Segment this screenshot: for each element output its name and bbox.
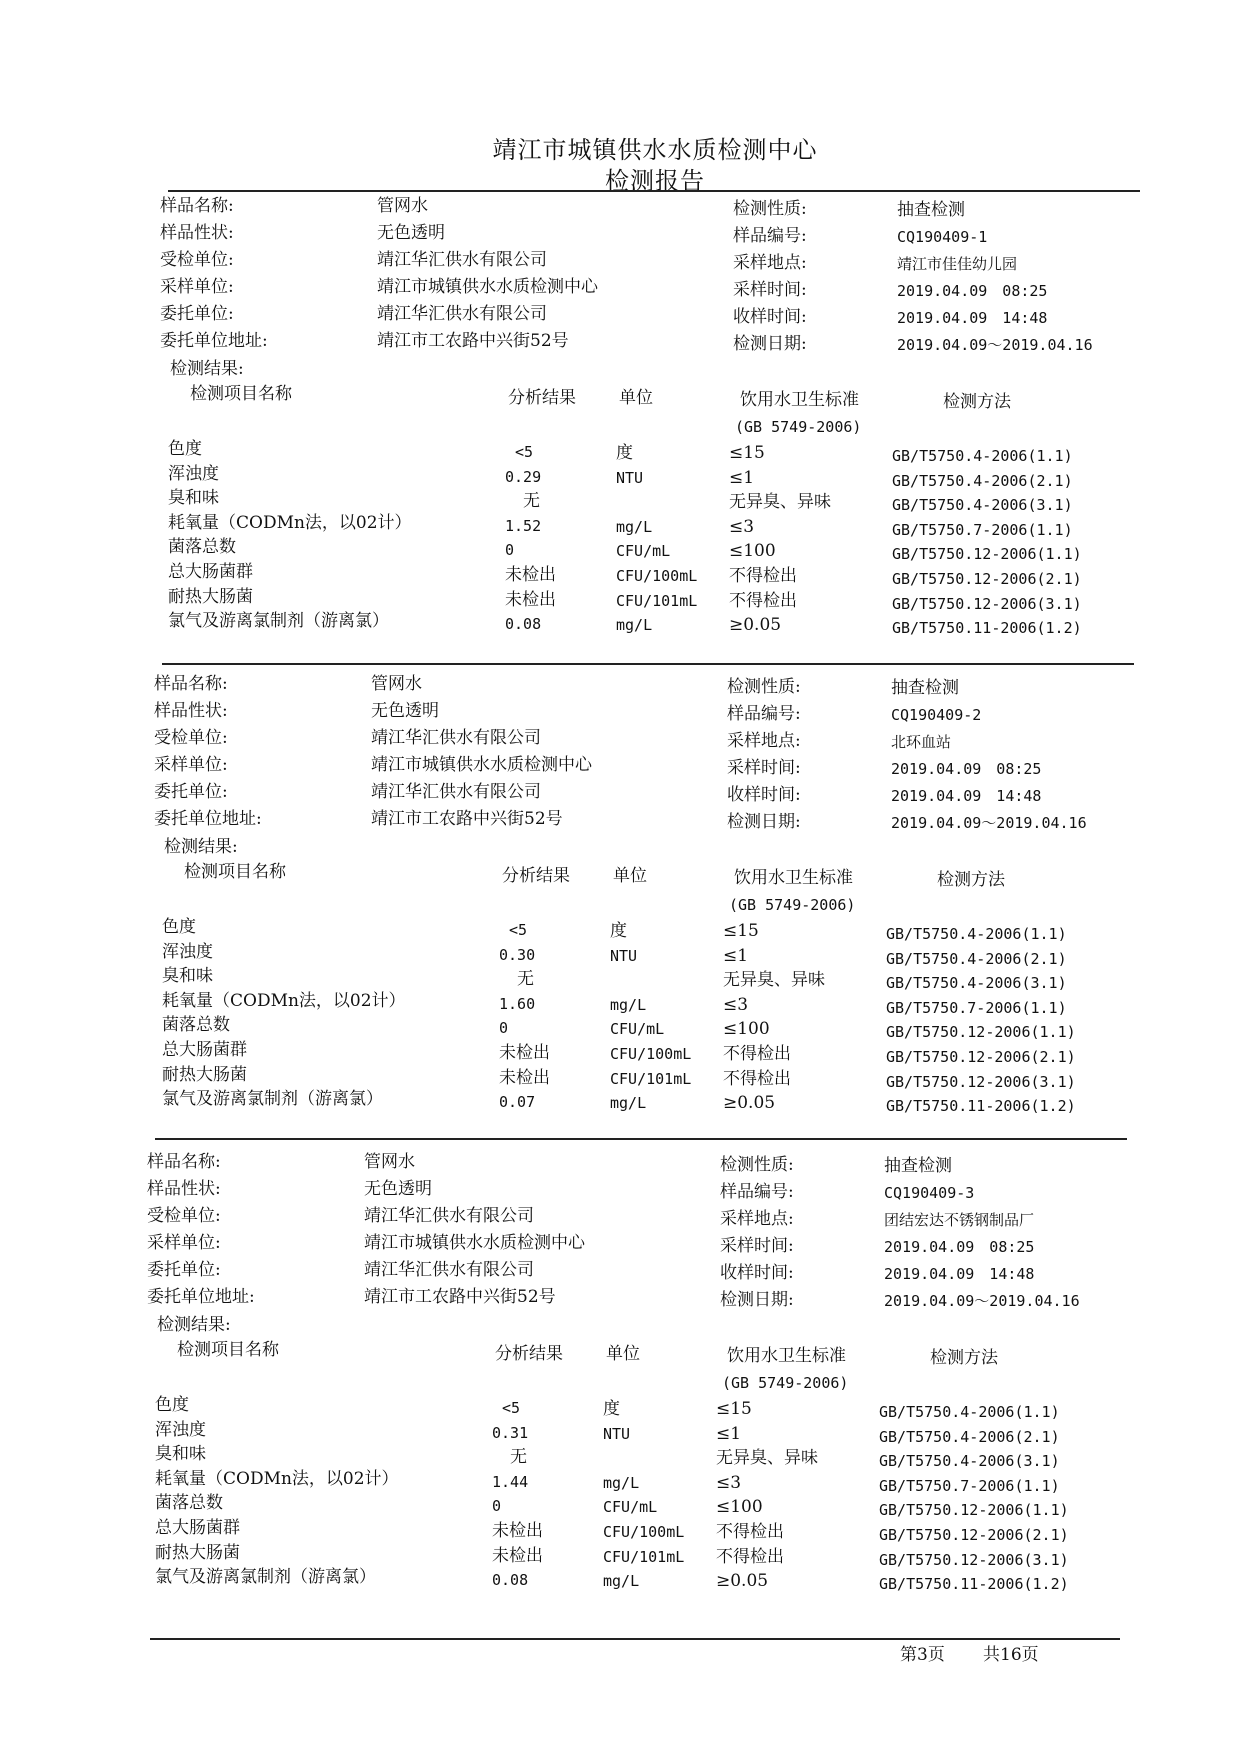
row-result: 0.07 bbox=[499, 1093, 536, 1112]
results-heading: 检测结果: bbox=[164, 837, 238, 857]
field-label-sampling-unit: 采样单位: bbox=[160, 277, 234, 297]
row-unit: NTU bbox=[603, 1424, 631, 1443]
field-label-sampling-time: 采样时间: bbox=[727, 758, 801, 778]
field-label-sample-no: 样品编号: bbox=[720, 1182, 794, 1202]
field-label-sample-no: 样品编号: bbox=[733, 226, 807, 246]
row-result: 未检出 bbox=[492, 1545, 543, 1566]
row-standard: 不得检出 bbox=[723, 1068, 791, 1089]
row-unit: CFU/mL bbox=[616, 542, 671, 561]
col-header-result: 分析结果 bbox=[502, 866, 570, 886]
row-standard: ≥0.05 bbox=[716, 1571, 769, 1592]
row-unit: CFU/100mL bbox=[603, 1523, 685, 1541]
field-value-test-date: 2019.04.09～2019.04.16 bbox=[884, 1292, 1080, 1310]
row-result: 无 bbox=[523, 491, 540, 512]
field-value-client-address: 靖江市工农路中兴街52号 bbox=[371, 809, 563, 829]
row-method: GB/T5750.4-2006(2.1) bbox=[892, 471, 1073, 490]
field-label-sampling-unit: 采样单位: bbox=[154, 755, 228, 775]
row-method: GB/T5750.12-2006(2.1) bbox=[879, 1526, 1069, 1544]
row-item: 臭和味 bbox=[168, 488, 219, 509]
row-result: 0 bbox=[499, 1019, 509, 1038]
field-label-test-type: 检测性质: bbox=[727, 677, 801, 697]
col-header-result: 分析结果 bbox=[495, 1344, 563, 1364]
row-item: 色度 bbox=[168, 439, 202, 459]
row-result: 未检出 bbox=[499, 1043, 550, 1063]
row-standard: ≤1 bbox=[723, 945, 749, 966]
row-method: GB/T5750.4-2006(2.1) bbox=[879, 1427, 1060, 1446]
row-item: 色度 bbox=[155, 1395, 189, 1415]
field-value-test-type: 抽查检测 bbox=[884, 1156, 952, 1176]
row-result: 1.52 bbox=[505, 516, 542, 535]
row-unit: CFU/101mL bbox=[603, 1547, 685, 1566]
row-standard: 不得检出 bbox=[723, 1044, 791, 1064]
field-label-sampling-site: 采样地点: bbox=[727, 731, 801, 751]
field-value-receiving-time: 2019.04.09 14:48 bbox=[891, 787, 1042, 805]
row-item: 浑浊度 bbox=[168, 463, 219, 484]
col-header-standard-code: (GB 5749-2006) bbox=[735, 418, 862, 436]
row-result: 0 bbox=[505, 541, 515, 560]
page-title: 靖江市城镇供水水质检测中心 bbox=[492, 136, 818, 164]
field-value-receiving-time: 2019.04.09 14:48 bbox=[884, 1265, 1035, 1283]
field-value-sample-no: CQ190409-1 bbox=[897, 228, 988, 246]
row-unit: mg/L bbox=[603, 1572, 640, 1591]
row-item: 色度 bbox=[162, 917, 196, 937]
field-label-inspected-unit: 受检单位: bbox=[160, 250, 234, 270]
row-standard: 不得检出 bbox=[729, 566, 797, 586]
row-unit: NTU bbox=[616, 468, 644, 487]
field-label-test-date: 检测日期: bbox=[727, 812, 801, 832]
row-item: 氯气及游离氯制剂（游离氯） bbox=[168, 611, 389, 632]
row-item: 浑浊度 bbox=[162, 941, 213, 962]
col-header-standard: 饮用水卫生标准 bbox=[727, 1346, 846, 1366]
field-value-client-unit: 靖江华汇供水有限公司 bbox=[377, 304, 547, 324]
row-method: GB/T5750.11-2006(1.2) bbox=[886, 1097, 1076, 1116]
row-unit: CFU/mL bbox=[610, 1020, 665, 1039]
row-method: GB/T5750.7-2006(1.1) bbox=[892, 520, 1073, 539]
field-label-receiving-time: 收样时间: bbox=[720, 1263, 794, 1283]
row-unit: CFU/mL bbox=[603, 1498, 658, 1517]
field-value-sampling-time: 2019.04.09 08:25 bbox=[891, 760, 1042, 778]
field-label-inspected-unit: 受检单位: bbox=[147, 1206, 221, 1226]
col-header-result: 分析结果 bbox=[508, 388, 576, 408]
row-standard: ≤1 bbox=[716, 1423, 742, 1444]
row-item: 耗氧量（CODMn法，以02计） bbox=[168, 512, 412, 533]
col-header-unit: 单位 bbox=[606, 1344, 640, 1364]
field-value-sample-name: 管网水 bbox=[371, 674, 422, 694]
row-result: 0.30 bbox=[499, 945, 536, 964]
field-value-sampling-unit: 靖江市城镇供水水质检测中心 bbox=[371, 755, 592, 775]
row-method: GB/T5750.12-2006(2.1) bbox=[886, 1048, 1076, 1066]
row-method: GB/T5750.12-2006(3.1) bbox=[886, 1072, 1076, 1091]
col-header-method: 检测方法 bbox=[930, 1348, 998, 1368]
row-method: GB/T5750.12-2006(1.1) bbox=[892, 545, 1082, 564]
row-item: 菌落总数 bbox=[168, 537, 236, 558]
field-label-sampling-time: 采样时间: bbox=[733, 280, 807, 300]
row-item: 总大肠菌群 bbox=[162, 1040, 247, 1060]
field-value-client-unit: 靖江华汇供水有限公司 bbox=[364, 1260, 534, 1280]
field-value-sample-nature: 无色透明 bbox=[364, 1179, 432, 1199]
field-value-sampling-site: 靖江市佳佳幼儿园 bbox=[897, 255, 1018, 273]
col-header-unit: 单位 bbox=[613, 866, 647, 886]
row-item: 耗氧量（CODMn法，以02计） bbox=[155, 1468, 399, 1489]
field-label-test-date: 检测日期: bbox=[733, 334, 807, 354]
row-unit: mg/L bbox=[603, 1473, 640, 1492]
row-method: GB/T5750.7-2006(1.1) bbox=[886, 998, 1067, 1017]
row-result: <5 bbox=[515, 443, 534, 461]
report-divider bbox=[162, 663, 1134, 665]
row-result: 0.31 bbox=[492, 1423, 529, 1442]
field-value-sampling-unit: 靖江市城镇供水水质检测中心 bbox=[364, 1233, 585, 1253]
field-value-sample-name: 管网水 bbox=[377, 196, 428, 216]
field-label-receiving-time: 收样时间: bbox=[727, 785, 801, 805]
row-unit: NTU bbox=[610, 946, 638, 965]
field-value-test-type: 抽查检测 bbox=[897, 200, 965, 220]
results-heading: 检测结果: bbox=[157, 1315, 231, 1335]
row-method: GB/T5750.11-2006(1.2) bbox=[879, 1575, 1069, 1594]
field-label-sampling-site: 采样地点: bbox=[733, 253, 807, 273]
field-label-client-unit: 委托单位: bbox=[147, 1260, 221, 1280]
row-standard: 不得检出 bbox=[716, 1522, 784, 1542]
row-standard: ≥0.05 bbox=[729, 615, 782, 636]
field-value-test-date: 2019.04.09～2019.04.16 bbox=[897, 336, 1093, 354]
row-item: 耐热大肠菌 bbox=[168, 586, 253, 607]
row-standard: ≤3 bbox=[716, 1472, 742, 1493]
col-header-unit: 单位 bbox=[619, 388, 653, 408]
col-header-item: 检测项目名称 bbox=[177, 1340, 279, 1360]
field-label-test-type: 检测性质: bbox=[720, 1155, 794, 1175]
row-standard: ≤1 bbox=[729, 467, 755, 488]
field-label-sample-name: 样品名称: bbox=[160, 196, 234, 216]
field-value-inspected-unit: 靖江华汇供水有限公司 bbox=[371, 728, 541, 748]
col-header-item: 检测项目名称 bbox=[184, 862, 286, 882]
page-number: 第3页 bbox=[900, 1645, 945, 1665]
field-value-sampling-site: 团结宏达不锈钢制品厂 bbox=[884, 1211, 1035, 1229]
row-standard: 无异臭、异味 bbox=[729, 492, 831, 513]
field-value-receiving-time: 2019.04.09 14:48 bbox=[897, 309, 1048, 327]
field-label-sampling-unit: 采样单位: bbox=[147, 1233, 221, 1253]
row-method: GB/T5750.4-2006(2.1) bbox=[886, 949, 1067, 968]
row-result: 0 bbox=[492, 1497, 502, 1516]
field-label-sample-nature: 样品性状: bbox=[154, 701, 228, 721]
row-item: 总大肠菌群 bbox=[155, 1518, 240, 1538]
field-value-sample-name: 管网水 bbox=[364, 1152, 415, 1172]
field-label-sample-nature: 样品性状: bbox=[147, 1179, 221, 1199]
field-value-client-address: 靖江市工农路中兴街52号 bbox=[377, 331, 569, 351]
row-result: 无 bbox=[517, 969, 534, 990]
row-result: 未检出 bbox=[499, 1067, 550, 1088]
field-value-inspected-unit: 靖江华汇供水有限公司 bbox=[364, 1206, 534, 1226]
row-method: GB/T5750.7-2006(1.1) bbox=[879, 1476, 1060, 1495]
field-label-client-unit: 委托单位: bbox=[154, 782, 228, 802]
row-standard: 不得检出 bbox=[729, 590, 797, 611]
field-value-client-address: 靖江市工农路中兴街52号 bbox=[364, 1287, 556, 1307]
row-unit: mg/L bbox=[610, 1094, 647, 1113]
row-method: GB/T5750.4-2006(3.1) bbox=[886, 974, 1067, 993]
col-header-standard-code: (GB 5749-2006) bbox=[722, 1374, 849, 1392]
field-value-sample-no: CQ190409-2 bbox=[891, 706, 982, 724]
col-header-standard-code: (GB 5749-2006) bbox=[729, 896, 856, 914]
row-method: GB/T5750.12-2006(3.1) bbox=[879, 1550, 1069, 1569]
field-value-sampling-unit: 靖江市城镇供水水质检测中心 bbox=[377, 277, 598, 297]
row-unit: mg/L bbox=[616, 517, 653, 536]
field-label-sample-no: 样品编号: bbox=[727, 704, 801, 724]
row-item: 耐热大肠菌 bbox=[155, 1542, 240, 1563]
row-method: GB/T5750.12-2006(2.1) bbox=[892, 570, 1082, 588]
field-label-sample-name: 样品名称: bbox=[154, 674, 228, 694]
footer-rule bbox=[150, 1638, 1120, 1640]
field-label-sampling-time: 采样时间: bbox=[720, 1236, 794, 1256]
row-item: 浑浊度 bbox=[155, 1419, 206, 1440]
row-unit: CFU/100mL bbox=[616, 567, 698, 585]
row-method: GB/T5750.4-2006(1.1) bbox=[879, 1403, 1060, 1421]
field-value-client-unit: 靖江华汇供水有限公司 bbox=[371, 782, 541, 802]
row-result: <5 bbox=[509, 921, 528, 939]
field-value-inspected-unit: 靖江华汇供水有限公司 bbox=[377, 250, 547, 270]
field-label-inspected-unit: 受检单位: bbox=[154, 728, 228, 748]
row-standard: 无异臭、异味 bbox=[716, 1448, 818, 1469]
field-value-sampling-site: 北环血站 bbox=[891, 733, 952, 751]
row-item: 氯气及游离氯制剂（游离氯） bbox=[162, 1089, 383, 1110]
col-header-method: 检测方法 bbox=[943, 392, 1011, 412]
row-standard: 无异臭、异味 bbox=[723, 970, 825, 991]
field-label-sample-name: 样品名称: bbox=[147, 1152, 221, 1172]
row-method: GB/T5750.4-2006(1.1) bbox=[892, 447, 1073, 465]
col-header-standard: 饮用水卫生标准 bbox=[734, 868, 853, 888]
row-standard: ≤100 bbox=[716, 1497, 763, 1518]
row-method: GB/T5750.4-2006(3.1) bbox=[879, 1452, 1060, 1471]
field-value-sample-no: CQ190409-3 bbox=[884, 1184, 975, 1202]
page-subtitle: 检测报告 bbox=[605, 167, 705, 195]
field-label-test-type: 检测性质: bbox=[733, 199, 807, 219]
row-item: 耗氧量（CODMn法，以02计） bbox=[162, 990, 406, 1011]
row-result: 未检出 bbox=[505, 589, 556, 610]
row-unit: mg/L bbox=[610, 995, 647, 1014]
row-unit: CFU/100mL bbox=[610, 1045, 692, 1063]
row-standard: ≤100 bbox=[723, 1019, 770, 1040]
col-header-item: 检测项目名称 bbox=[190, 384, 292, 404]
row-unit: CFU/101mL bbox=[610, 1069, 692, 1088]
field-label-receiving-time: 收样时间: bbox=[733, 307, 807, 327]
row-unit: 度 bbox=[616, 443, 633, 463]
row-standard: 不得检出 bbox=[716, 1546, 784, 1567]
report-divider bbox=[168, 190, 1140, 192]
row-result: 1.44 bbox=[492, 1472, 529, 1491]
field-label-client-address: 委托单位地址: bbox=[147, 1287, 255, 1307]
row-standard: ≤3 bbox=[729, 516, 755, 537]
row-item: 耐热大肠菌 bbox=[162, 1064, 247, 1085]
row-unit: mg/L bbox=[616, 616, 653, 635]
field-label-client-address: 委托单位地址: bbox=[160, 331, 268, 351]
field-value-sampling-time: 2019.04.09 08:25 bbox=[884, 1238, 1035, 1256]
row-result: 0.08 bbox=[492, 1571, 529, 1590]
row-method: GB/T5750.12-2006(1.1) bbox=[886, 1023, 1076, 1042]
field-value-sample-nature: 无色透明 bbox=[371, 701, 439, 721]
field-value-test-type: 抽查检测 bbox=[891, 678, 959, 698]
row-item: 臭和味 bbox=[155, 1444, 206, 1465]
row-item: 臭和味 bbox=[162, 966, 213, 987]
row-result: 0.29 bbox=[505, 467, 542, 486]
field-label-test-date: 检测日期: bbox=[720, 1290, 794, 1310]
row-standard: ≥0.05 bbox=[723, 1093, 776, 1114]
field-label-client-unit: 委托单位: bbox=[160, 304, 234, 324]
row-unit: 度 bbox=[603, 1399, 620, 1419]
col-header-method: 检测方法 bbox=[937, 870, 1005, 890]
row-item: 菌落总数 bbox=[162, 1015, 230, 1036]
field-value-test-date: 2019.04.09～2019.04.16 bbox=[891, 814, 1087, 832]
row-result: 无 bbox=[510, 1447, 527, 1468]
row-method: GB/T5750.12-2006(3.1) bbox=[892, 594, 1082, 613]
row-result: 0.08 bbox=[505, 615, 542, 634]
row-method: GB/T5750.4-2006(1.1) bbox=[886, 925, 1067, 943]
col-header-standard: 饮用水卫生标准 bbox=[740, 390, 859, 410]
field-label-client-address: 委托单位地址: bbox=[154, 809, 262, 829]
row-standard: ≤100 bbox=[729, 541, 776, 562]
row-item: 氯气及游离氯制剂（游离氯） bbox=[155, 1567, 376, 1588]
row-method: GB/T5750.12-2006(1.1) bbox=[879, 1501, 1069, 1520]
row-item: 总大肠菌群 bbox=[168, 562, 253, 582]
row-result: 未检出 bbox=[492, 1521, 543, 1541]
field-label-sample-nature: 样品性状: bbox=[160, 223, 234, 243]
row-standard: ≤15 bbox=[716, 1399, 752, 1419]
field-value-sample-nature: 无色透明 bbox=[377, 223, 445, 243]
row-method: GB/T5750.11-2006(1.2) bbox=[892, 619, 1082, 638]
field-value-sampling-time: 2019.04.09 08:25 bbox=[897, 282, 1048, 300]
results-heading: 检测结果: bbox=[170, 359, 244, 379]
row-unit: CFU/101mL bbox=[616, 591, 698, 610]
row-unit: 度 bbox=[610, 921, 627, 941]
row-standard: ≤15 bbox=[723, 921, 759, 941]
row-standard: ≤15 bbox=[729, 443, 765, 463]
row-standard: ≤3 bbox=[723, 994, 749, 1015]
report-divider bbox=[155, 1138, 1127, 1140]
row-result: <5 bbox=[502, 1399, 521, 1417]
row-item: 菌落总数 bbox=[155, 1493, 223, 1514]
row-method: GB/T5750.4-2006(3.1) bbox=[892, 496, 1073, 515]
row-result: 1.60 bbox=[499, 994, 536, 1013]
field-label-sampling-site: 采样地点: bbox=[720, 1209, 794, 1229]
row-result: 未检出 bbox=[505, 565, 556, 585]
page-total: 共16页 bbox=[983, 1645, 1039, 1665]
